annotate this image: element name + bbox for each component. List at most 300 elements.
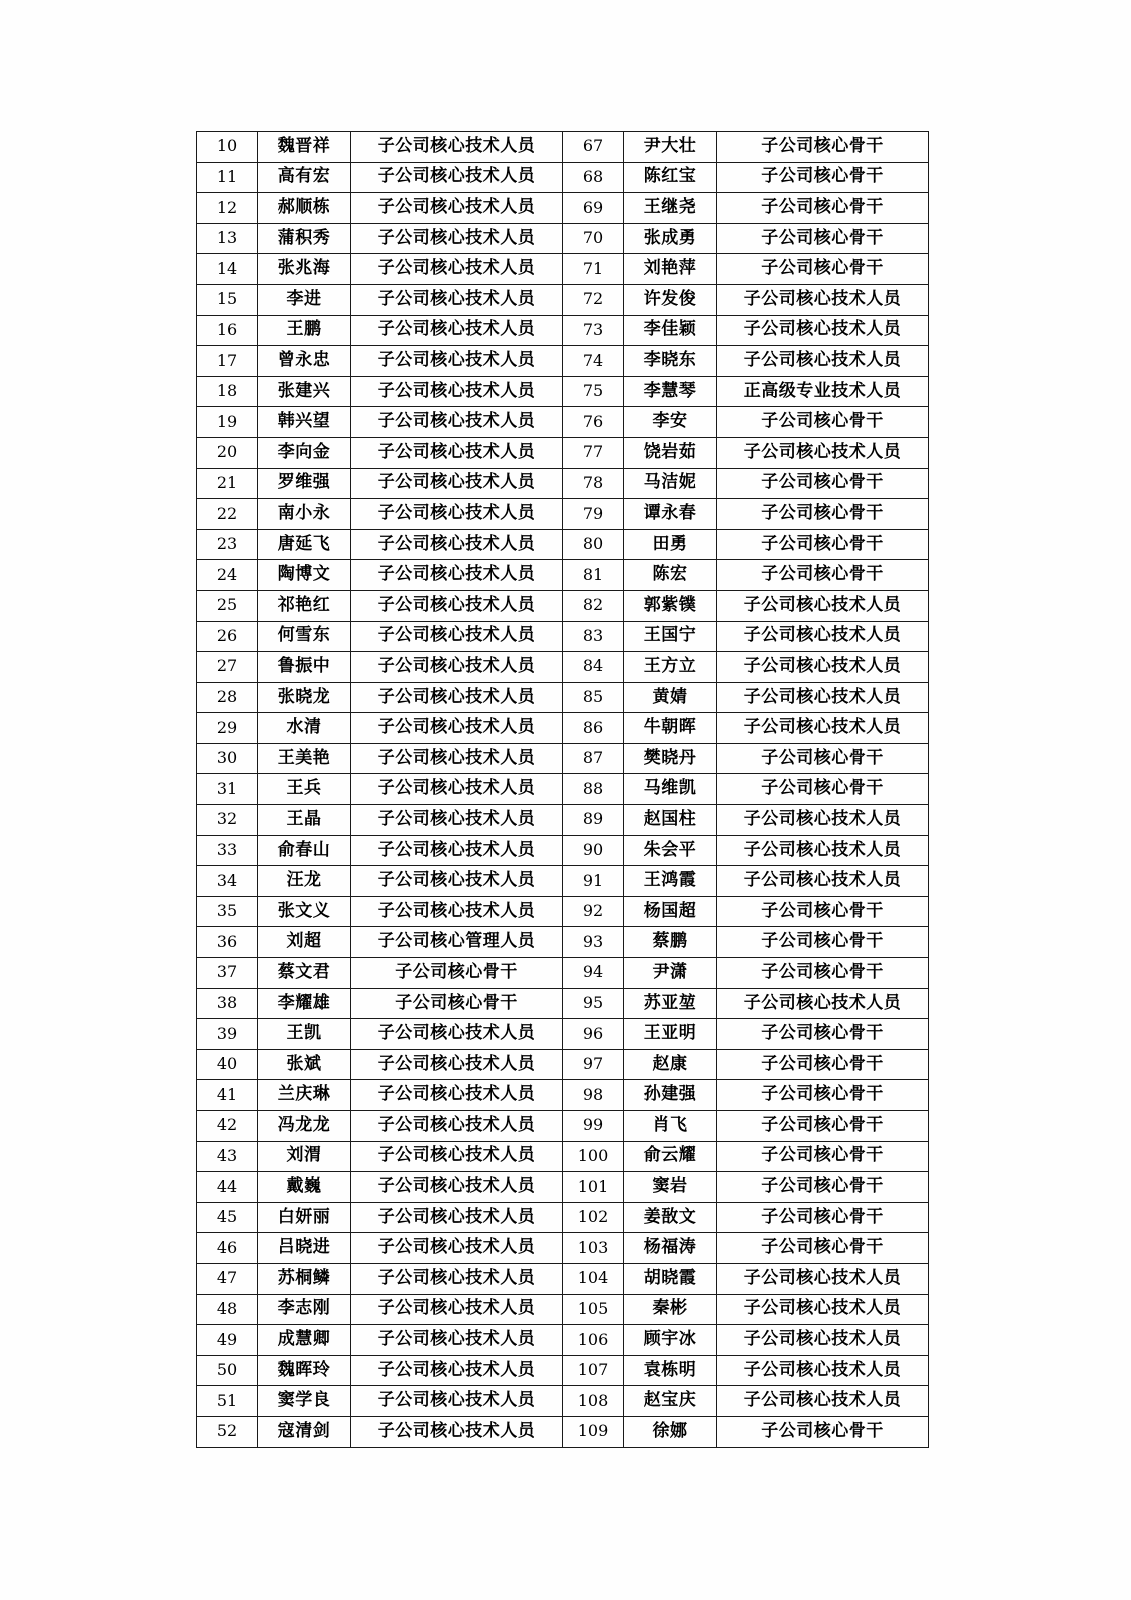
row-index-left: 33 bbox=[197, 835, 258, 866]
person-category-right: 子公司核心骨干 bbox=[717, 927, 929, 958]
person-category-right: 子公司核心技术人员 bbox=[717, 315, 929, 346]
person-name-right: 李晓东 bbox=[624, 346, 717, 377]
row-index-right: 80 bbox=[563, 529, 624, 560]
person-name-left: 罗维强 bbox=[258, 468, 351, 499]
person-name-right: 肖飞 bbox=[624, 1111, 717, 1142]
row-index-right: 102 bbox=[563, 1202, 624, 1233]
row-index-left: 43 bbox=[197, 1141, 258, 1172]
person-category-left: 子公司核心技术人员 bbox=[351, 1049, 563, 1080]
row-index-left: 29 bbox=[197, 713, 258, 744]
person-category-right: 子公司核心骨干 bbox=[717, 223, 929, 254]
row-index-right: 69 bbox=[563, 193, 624, 224]
row-index-right: 74 bbox=[563, 346, 624, 377]
row-index-left: 11 bbox=[197, 162, 258, 193]
row-index-right: 95 bbox=[563, 988, 624, 1019]
table-row bbox=[197, 1233, 929, 1264]
row-index-left: 47 bbox=[197, 1263, 258, 1294]
row-index-left: 48 bbox=[197, 1294, 258, 1325]
person-name-right: 俞云耀 bbox=[624, 1141, 717, 1172]
table-row bbox=[197, 713, 929, 744]
row-index-right: 68 bbox=[563, 162, 624, 193]
person-category-left: 子公司核心技术人员 bbox=[351, 1294, 563, 1325]
person-category-right: 子公司核心技术人员 bbox=[717, 346, 929, 377]
person-name-right: 苏亚堃 bbox=[624, 988, 717, 1019]
person-name-right: 杨福涛 bbox=[624, 1233, 717, 1264]
person-category-left: 子公司核心技术人员 bbox=[351, 437, 563, 468]
person-name-right: 窦岩 bbox=[624, 1172, 717, 1203]
person-category-left: 子公司核心技术人员 bbox=[351, 1141, 563, 1172]
table-row bbox=[197, 529, 929, 560]
person-name-right: 陈红宝 bbox=[624, 162, 717, 193]
roster-table-body bbox=[197, 132, 929, 1448]
row-index-right: 106 bbox=[563, 1325, 624, 1356]
table-row bbox=[197, 437, 929, 468]
row-index-left: 20 bbox=[197, 437, 258, 468]
person-name-left: 鲁振中 bbox=[258, 652, 351, 683]
table-row bbox=[197, 805, 929, 836]
person-name-left: 蔡文君 bbox=[258, 958, 351, 989]
person-name-left: 张晓龙 bbox=[258, 682, 351, 713]
row-index-right: 109 bbox=[563, 1416, 624, 1447]
person-category-right: 子公司核心技术人员 bbox=[717, 437, 929, 468]
person-name-right: 杨国超 bbox=[624, 896, 717, 927]
person-name-left: 兰庆琳 bbox=[258, 1080, 351, 1111]
person-name-right: 胡晓霞 bbox=[624, 1263, 717, 1294]
person-name-left: 刘超 bbox=[258, 927, 351, 958]
person-category-right: 子公司核心骨干 bbox=[717, 896, 929, 927]
person-name-right: 王继尧 bbox=[624, 193, 717, 224]
row-index-left: 34 bbox=[197, 866, 258, 897]
person-category-left: 子公司核心技术人员 bbox=[351, 468, 563, 499]
row-index-left: 32 bbox=[197, 805, 258, 836]
row-index-right: 75 bbox=[563, 376, 624, 407]
person-category-right: 子公司核心骨干 bbox=[717, 1233, 929, 1264]
table-row bbox=[197, 162, 929, 193]
person-category-left: 子公司核心技术人员 bbox=[351, 499, 563, 530]
person-name-right: 张成勇 bbox=[624, 223, 717, 254]
roster-table-container bbox=[196, 131, 922, 1448]
person-name-right: 刘艳萍 bbox=[624, 254, 717, 285]
row-index-right: 107 bbox=[563, 1355, 624, 1386]
person-name-left: 张文义 bbox=[258, 896, 351, 927]
row-index-right: 93 bbox=[563, 927, 624, 958]
row-index-left: 23 bbox=[197, 529, 258, 560]
person-name-right: 李佳颖 bbox=[624, 315, 717, 346]
person-name-left: 张兆海 bbox=[258, 254, 351, 285]
row-index-right: 71 bbox=[563, 254, 624, 285]
person-category-left: 子公司核心技术人员 bbox=[351, 315, 563, 346]
person-category-right: 子公司核心技术人员 bbox=[717, 1263, 929, 1294]
person-category-left: 子公司核心技术人员 bbox=[351, 254, 563, 285]
row-index-left: 15 bbox=[197, 284, 258, 315]
person-name-right: 秦彬 bbox=[624, 1294, 717, 1325]
table-row bbox=[197, 254, 929, 285]
person-category-left: 子公司核心技术人员 bbox=[351, 682, 563, 713]
row-index-right: 101 bbox=[563, 1172, 624, 1203]
person-name-right: 姜敔文 bbox=[624, 1202, 717, 1233]
person-name-right: 许发俊 bbox=[624, 284, 717, 315]
row-index-left: 24 bbox=[197, 560, 258, 591]
row-index-right: 89 bbox=[563, 805, 624, 836]
person-category-left: 子公司核心技术人员 bbox=[351, 1325, 563, 1356]
row-index-right: 79 bbox=[563, 499, 624, 530]
person-category-left: 子公司核心技术人员 bbox=[351, 162, 563, 193]
row-index-right: 87 bbox=[563, 743, 624, 774]
person-category-right: 子公司核心技术人员 bbox=[717, 1325, 929, 1356]
table-row bbox=[197, 284, 929, 315]
row-index-right: 84 bbox=[563, 652, 624, 683]
row-index-right: 90 bbox=[563, 835, 624, 866]
person-name-right: 李安 bbox=[624, 407, 717, 438]
table-row bbox=[197, 1355, 929, 1386]
table-row bbox=[197, 560, 929, 591]
row-index-right: 73 bbox=[563, 315, 624, 346]
person-category-left: 子公司核心技术人员 bbox=[351, 835, 563, 866]
person-name-left: 蒲积秀 bbox=[258, 223, 351, 254]
table-row bbox=[197, 223, 929, 254]
row-index-right: 86 bbox=[563, 713, 624, 744]
person-category-right: 子公司核心骨干 bbox=[717, 193, 929, 224]
person-category-left: 子公司核心技术人员 bbox=[351, 1202, 563, 1233]
person-category-right: 子公司核心骨干 bbox=[717, 407, 929, 438]
person-name-left: 李耀雄 bbox=[258, 988, 351, 1019]
person-name-left: 寇清剑 bbox=[258, 1416, 351, 1447]
table-row bbox=[197, 927, 929, 958]
person-category-right: 子公司核心骨干 bbox=[717, 1049, 929, 1080]
person-category-left: 子公司核心技术人员 bbox=[351, 1019, 563, 1050]
person-name-left: 王兵 bbox=[258, 774, 351, 805]
row-index-left: 12 bbox=[197, 193, 258, 224]
person-name-right: 赵宝庆 bbox=[624, 1386, 717, 1417]
row-index-left: 26 bbox=[197, 621, 258, 652]
person-name-left: 刘渭 bbox=[258, 1141, 351, 1172]
person-category-right: 正高级专业技术人员 bbox=[717, 376, 929, 407]
person-category-right: 子公司核心骨干 bbox=[717, 499, 929, 530]
person-category-left: 子公司核心技术人员 bbox=[351, 1355, 563, 1386]
person-name-right: 王鸿霞 bbox=[624, 866, 717, 897]
person-name-right: 黄婧 bbox=[624, 682, 717, 713]
row-index-right: 85 bbox=[563, 682, 624, 713]
person-category-left: 子公司核心技术人员 bbox=[351, 376, 563, 407]
row-index-left: 30 bbox=[197, 743, 258, 774]
person-name-left: 王晶 bbox=[258, 805, 351, 836]
person-name-left: 魏晋祥 bbox=[258, 132, 351, 163]
person-name-right: 马维凯 bbox=[624, 774, 717, 805]
person-category-right: 子公司核心技术人员 bbox=[717, 1386, 929, 1417]
person-name-left: 王凯 bbox=[258, 1019, 351, 1050]
person-name-right: 顾宇冰 bbox=[624, 1325, 717, 1356]
person-name-right: 赵国柱 bbox=[624, 805, 717, 836]
row-index-left: 52 bbox=[197, 1416, 258, 1447]
person-name-left: 张建兴 bbox=[258, 376, 351, 407]
table-row bbox=[197, 835, 929, 866]
person-name-right: 尹潇 bbox=[624, 958, 717, 989]
person-category-right: 子公司核心骨干 bbox=[717, 1080, 929, 1111]
person-name-right: 王方立 bbox=[624, 652, 717, 683]
row-index-right: 108 bbox=[563, 1386, 624, 1417]
row-index-left: 19 bbox=[197, 407, 258, 438]
person-category-left: 子公司核心技术人员 bbox=[351, 1080, 563, 1111]
person-category-left: 子公司核心技术人员 bbox=[351, 193, 563, 224]
table-row bbox=[197, 1325, 929, 1356]
person-name-left: 水清 bbox=[258, 713, 351, 744]
person-category-left: 子公司核心骨干 bbox=[351, 988, 563, 1019]
row-index-left: 27 bbox=[197, 652, 258, 683]
person-category-right: 子公司核心技术人员 bbox=[717, 1294, 929, 1325]
person-category-left: 子公司核心技术人员 bbox=[351, 223, 563, 254]
person-category-right: 子公司核心骨干 bbox=[717, 743, 929, 774]
person-category-left: 子公司核心技术人员 bbox=[351, 590, 563, 621]
person-name-left: 郝顺栋 bbox=[258, 193, 351, 224]
table-row bbox=[197, 590, 929, 621]
person-category-right: 子公司核心技术人员 bbox=[717, 835, 929, 866]
person-name-left: 祁艳红 bbox=[258, 590, 351, 621]
table-row bbox=[197, 1049, 929, 1080]
row-index-right: 104 bbox=[563, 1263, 624, 1294]
person-category-left: 子公司核心管理人员 bbox=[351, 927, 563, 958]
person-category-left: 子公司核心技术人员 bbox=[351, 346, 563, 377]
row-index-left: 13 bbox=[197, 223, 258, 254]
person-category-right: 子公司核心技术人员 bbox=[717, 988, 929, 1019]
person-category-left: 子公司核心技术人员 bbox=[351, 896, 563, 927]
row-index-left: 14 bbox=[197, 254, 258, 285]
row-index-left: 18 bbox=[197, 376, 258, 407]
row-index-right: 88 bbox=[563, 774, 624, 805]
person-category-left: 子公司核心技术人员 bbox=[351, 1263, 563, 1294]
person-name-right: 赵康 bbox=[624, 1049, 717, 1080]
table-row bbox=[197, 621, 929, 652]
table-row bbox=[197, 346, 929, 377]
row-index-right: 92 bbox=[563, 896, 624, 927]
table-row bbox=[197, 652, 929, 683]
table-row bbox=[197, 896, 929, 927]
person-name-left: 何雪东 bbox=[258, 621, 351, 652]
person-category-left: 子公司核心技术人员 bbox=[351, 1172, 563, 1203]
row-index-left: 25 bbox=[197, 590, 258, 621]
row-index-left: 45 bbox=[197, 1202, 258, 1233]
row-index-left: 51 bbox=[197, 1386, 258, 1417]
row-index-left: 21 bbox=[197, 468, 258, 499]
person-category-left: 子公司核心技术人员 bbox=[351, 132, 563, 163]
person-category-right: 子公司核心技术人员 bbox=[717, 866, 929, 897]
row-index-right: 91 bbox=[563, 866, 624, 897]
person-name-left: 唐延飞 bbox=[258, 529, 351, 560]
roster-table bbox=[196, 131, 929, 1448]
person-name-right: 王亚明 bbox=[624, 1019, 717, 1050]
person-category-left: 子公司核心技术人员 bbox=[351, 713, 563, 744]
person-category-right: 子公司核心骨干 bbox=[717, 1172, 929, 1203]
person-name-right: 袁栋明 bbox=[624, 1355, 717, 1386]
table-row bbox=[197, 1263, 929, 1294]
person-category-left: 子公司核心技术人员 bbox=[351, 652, 563, 683]
person-name-left: 李向金 bbox=[258, 437, 351, 468]
table-row bbox=[197, 988, 929, 1019]
person-category-left: 子公司核心技术人员 bbox=[351, 1233, 563, 1264]
person-name-right: 孙建强 bbox=[624, 1080, 717, 1111]
person-name-left: 王美艳 bbox=[258, 743, 351, 774]
person-category-right: 子公司核心骨干 bbox=[717, 1019, 929, 1050]
person-category-left: 子公司核心技术人员 bbox=[351, 1386, 563, 1417]
row-index-right: 78 bbox=[563, 468, 624, 499]
person-name-right: 陈宏 bbox=[624, 560, 717, 591]
row-index-left: 49 bbox=[197, 1325, 258, 1356]
row-index-left: 22 bbox=[197, 499, 258, 530]
person-name-right: 朱会平 bbox=[624, 835, 717, 866]
person-category-right: 子公司核心技术人员 bbox=[717, 713, 929, 744]
person-category-left: 子公司核心技术人员 bbox=[351, 743, 563, 774]
person-name-left: 窦学良 bbox=[258, 1386, 351, 1417]
row-index-right: 98 bbox=[563, 1080, 624, 1111]
person-name-right: 谭永春 bbox=[624, 499, 717, 530]
person-name-left: 李进 bbox=[258, 284, 351, 315]
row-index-left: 31 bbox=[197, 774, 258, 805]
person-category-right: 子公司核心骨干 bbox=[717, 1202, 929, 1233]
person-name-right: 饶岩茹 bbox=[624, 437, 717, 468]
person-name-right: 马洁妮 bbox=[624, 468, 717, 499]
person-category-right: 子公司核心骨干 bbox=[717, 162, 929, 193]
person-category-right: 子公司核心骨干 bbox=[717, 254, 929, 285]
row-index-right: 94 bbox=[563, 958, 624, 989]
person-category-right: 子公司核心技术人员 bbox=[717, 805, 929, 836]
person-name-right: 郭紫镤 bbox=[624, 590, 717, 621]
table-row bbox=[197, 1386, 929, 1417]
row-index-left: 28 bbox=[197, 682, 258, 713]
row-index-left: 38 bbox=[197, 988, 258, 1019]
table-row bbox=[197, 132, 929, 163]
row-index-right: 77 bbox=[563, 437, 624, 468]
person-category-left: 子公司核心技术人员 bbox=[351, 407, 563, 438]
person-name-left: 冯龙龙 bbox=[258, 1111, 351, 1142]
person-category-right: 子公司核心骨干 bbox=[717, 774, 929, 805]
person-name-right: 李慧琴 bbox=[624, 376, 717, 407]
table-row bbox=[197, 1111, 929, 1142]
person-name-left: 苏桐鳞 bbox=[258, 1263, 351, 1294]
row-index-right: 96 bbox=[563, 1019, 624, 1050]
person-category-left: 子公司核心骨干 bbox=[351, 958, 563, 989]
person-category-right: 子公司核心技术人员 bbox=[717, 590, 929, 621]
person-name-left: 魏晖玲 bbox=[258, 1355, 351, 1386]
person-category-left: 子公司核心技术人员 bbox=[351, 621, 563, 652]
person-category-right: 子公司核心技术人员 bbox=[717, 284, 929, 315]
person-category-left: 子公司核心技术人员 bbox=[351, 774, 563, 805]
person-name-left: 陶博文 bbox=[258, 560, 351, 591]
row-index-right: 76 bbox=[563, 407, 624, 438]
person-category-right: 子公司核心骨干 bbox=[717, 529, 929, 560]
row-index-right: 72 bbox=[563, 284, 624, 315]
table-row bbox=[197, 376, 929, 407]
table-row bbox=[197, 1202, 929, 1233]
table-row bbox=[197, 499, 929, 530]
table-row bbox=[197, 407, 929, 438]
person-category-right: 子公司核心技术人员 bbox=[717, 682, 929, 713]
table-row bbox=[197, 682, 929, 713]
row-index-right: 81 bbox=[563, 560, 624, 591]
person-category-left: 子公司核心技术人员 bbox=[351, 284, 563, 315]
row-index-right: 99 bbox=[563, 1111, 624, 1142]
person-name-left: 韩兴望 bbox=[258, 407, 351, 438]
person-category-left: 子公司核心技术人员 bbox=[351, 1416, 563, 1447]
row-index-left: 16 bbox=[197, 315, 258, 346]
row-index-left: 37 bbox=[197, 958, 258, 989]
person-name-right: 王国宁 bbox=[624, 621, 717, 652]
person-name-left: 俞春山 bbox=[258, 835, 351, 866]
table-row bbox=[197, 743, 929, 774]
person-name-right: 田勇 bbox=[624, 529, 717, 560]
person-category-right: 子公司核心技术人员 bbox=[717, 1355, 929, 1386]
person-name-left: 南小永 bbox=[258, 499, 351, 530]
table-row bbox=[197, 866, 929, 897]
table-row bbox=[197, 958, 929, 989]
person-name-left: 王鹏 bbox=[258, 315, 351, 346]
row-index-right: 105 bbox=[563, 1294, 624, 1325]
row-index-left: 35 bbox=[197, 896, 258, 927]
row-index-left: 10 bbox=[197, 132, 258, 163]
row-index-right: 97 bbox=[563, 1049, 624, 1080]
row-index-left: 44 bbox=[197, 1172, 258, 1203]
row-index-left: 42 bbox=[197, 1111, 258, 1142]
table-row bbox=[197, 1141, 929, 1172]
table-row bbox=[197, 1019, 929, 1050]
row-index-left: 50 bbox=[197, 1355, 258, 1386]
row-index-left: 40 bbox=[197, 1049, 258, 1080]
person-category-left: 子公司核心技术人员 bbox=[351, 1111, 563, 1142]
row-index-right: 70 bbox=[563, 223, 624, 254]
row-index-right: 82 bbox=[563, 590, 624, 621]
row-index-right: 100 bbox=[563, 1141, 624, 1172]
row-index-left: 39 bbox=[197, 1019, 258, 1050]
person-category-left: 子公司核心技术人员 bbox=[351, 529, 563, 560]
row-index-right: 103 bbox=[563, 1233, 624, 1264]
table-row bbox=[197, 774, 929, 805]
person-name-left: 白妍丽 bbox=[258, 1202, 351, 1233]
table-row bbox=[197, 193, 929, 224]
person-name-left: 成慧卿 bbox=[258, 1325, 351, 1356]
row-index-right: 67 bbox=[563, 132, 624, 163]
person-category-right: 子公司核心骨干 bbox=[717, 560, 929, 591]
person-name-left: 吕晓进 bbox=[258, 1233, 351, 1264]
person-name-left: 曾永忠 bbox=[258, 346, 351, 377]
person-category-right: 子公司核心技术人员 bbox=[717, 652, 929, 683]
person-name-right: 尹大壮 bbox=[624, 132, 717, 163]
person-category-right: 子公司核心骨干 bbox=[717, 132, 929, 163]
person-name-right: 牛朝晖 bbox=[624, 713, 717, 744]
person-category-right: 子公司核心骨干 bbox=[717, 958, 929, 989]
person-name-left: 高有宏 bbox=[258, 162, 351, 193]
row-index-left: 17 bbox=[197, 346, 258, 377]
person-category-right: 子公司核心骨干 bbox=[717, 1416, 929, 1447]
person-name-right: 蔡鹏 bbox=[624, 927, 717, 958]
row-index-right: 83 bbox=[563, 621, 624, 652]
person-name-left: 张斌 bbox=[258, 1049, 351, 1080]
person-category-right: 子公司核心骨干 bbox=[717, 1111, 929, 1142]
person-name-right: 樊晓丹 bbox=[624, 743, 717, 774]
table-row bbox=[197, 1416, 929, 1447]
person-name-left: 汪龙 bbox=[258, 866, 351, 897]
table-row bbox=[197, 315, 929, 346]
person-category-right: 子公司核心技术人员 bbox=[717, 621, 929, 652]
person-name-left: 戴巍 bbox=[258, 1172, 351, 1203]
row-index-left: 36 bbox=[197, 927, 258, 958]
person-category-right: 子公司核心骨干 bbox=[717, 1141, 929, 1172]
table-row bbox=[197, 1080, 929, 1111]
person-category-left: 子公司核心技术人员 bbox=[351, 866, 563, 897]
table-row bbox=[197, 468, 929, 499]
table-row bbox=[197, 1172, 929, 1203]
person-name-right: 徐娜 bbox=[624, 1416, 717, 1447]
row-index-left: 41 bbox=[197, 1080, 258, 1111]
table-row bbox=[197, 1294, 929, 1325]
person-category-right: 子公司核心骨干 bbox=[717, 468, 929, 499]
